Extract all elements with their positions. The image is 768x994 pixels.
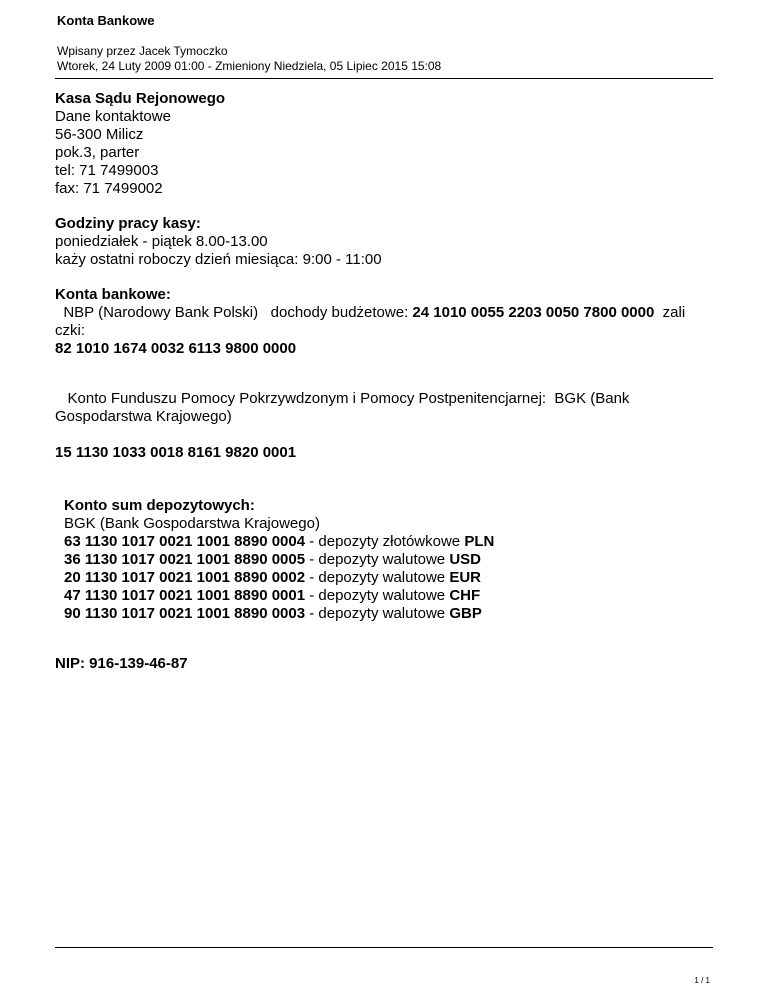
- hours-section: [55, 215, 382, 269]
- zaliczki-part2: czki:: [55, 322, 85, 339]
- contact-line: pok.3, parter: [55, 144, 140, 161]
- deposit-account: 20 1130 1017 0021 1001 8890 0002: [64, 569, 306, 586]
- hours-line: poniedziałek - piątek 8.00-13.00: [55, 233, 268, 250]
- deposits-bank: BGK (Bank Gospodarstwa Krajowego): [64, 515, 320, 532]
- deposit-row: [64, 551, 494, 569]
- contact-line: tel: 71 7499003: [55, 162, 159, 179]
- hours-heading: Godziny pracy kasy:: [55, 215, 201, 232]
- contact-heading: Kasa Sądu Rejonowego: [55, 90, 226, 107]
- deposit-account: 63 1130 1017 0021 1001 8890 0004: [64, 533, 306, 550]
- fund-text-1: Konto Funduszu Pomocy Pokrzywdzonym i Pomocy Postpenitencjarnej: BGK (Bank: [67, 390, 630, 407]
- deposit-currency: PLN: [464, 533, 495, 550]
- deposit-currency: CHF: [449, 587, 481, 604]
- contact-line: Dane kontaktowe: [55, 108, 171, 125]
- deposit-desc: - depozyty walutowe: [305, 551, 450, 568]
- header-divider: [55, 78, 713, 79]
- deposit-desc: - depozyty złotówkowe: [305, 533, 465, 550]
- deposit-desc: - depozyty walutowe: [305, 569, 450, 586]
- deposit-desc: - depozyty walutowe: [305, 605, 450, 622]
- deposit-row: [64, 569, 494, 587]
- deposit-desc: - depozyty walutowe: [305, 587, 450, 604]
- contact-line: fax: 71 7499002: [55, 180, 163, 197]
- accounts-section: [55, 286, 735, 358]
- deposit-row: [64, 533, 494, 551]
- nbp-prefix: NBP (Narodowy Bank Polski) dochody budżetowe:: [63, 304, 413, 321]
- fund-account: 15 1130 1033 0018 8161 9820 0001: [55, 444, 297, 461]
- deposit-currency: GBP: [449, 605, 482, 622]
- footer-divider: [55, 947, 713, 948]
- hours-line: każy ostatni roboczy dzień miesiąca: 9:00 - 11:00: [55, 251, 382, 268]
- contact-line: 56-300 Milicz: [55, 126, 144, 143]
- accounts-heading: Konta bankowe:: [55, 286, 171, 303]
- deposits-heading: Konto sum depozytowych:: [64, 497, 255, 514]
- deposit-account: 36 1130 1017 0021 1001 8890 0005: [64, 551, 306, 568]
- nbp-account: 24 1010 0055 2203 0050 7800 0000: [412, 304, 655, 321]
- page-title: Konta Bankowe: [57, 13, 155, 28]
- zaliczki-part1: zali: [654, 304, 686, 321]
- fund-section: [55, 390, 735, 426]
- deposit-row: [64, 587, 494, 605]
- deposit-currency: EUR: [449, 569, 481, 586]
- zaliczki-account: 82 1010 1674 0032 6113 9800 0000: [55, 340, 297, 357]
- deposit-account: 47 1130 1017 0021 1001 8890 0001: [64, 587, 306, 604]
- author-line: Wpisany przez Jacek Tymoczko: [57, 44, 228, 58]
- deposits-section: [64, 497, 494, 623]
- fund-line-1: [55, 390, 735, 408]
- date-line: Wtorek, 24 Luty 2009 01:00 - Zmieniony Niedziela, 05 Lipiec 2015 15:08: [57, 59, 442, 73]
- deposit-row: [64, 605, 494, 623]
- contact-section: [55, 90, 225, 198]
- deposit-currency: USD: [449, 551, 481, 568]
- deposit-account: 90 1130 1017 0021 1001 8890 0003: [64, 605, 306, 622]
- fund-line-2: Gospodarstwa Krajowego): [55, 408, 232, 425]
- page-number: 1 / 1: [694, 976, 710, 985]
- nip: NIP: 916-139-46-87: [55, 655, 188, 672]
- nbp-line: [55, 304, 735, 322]
